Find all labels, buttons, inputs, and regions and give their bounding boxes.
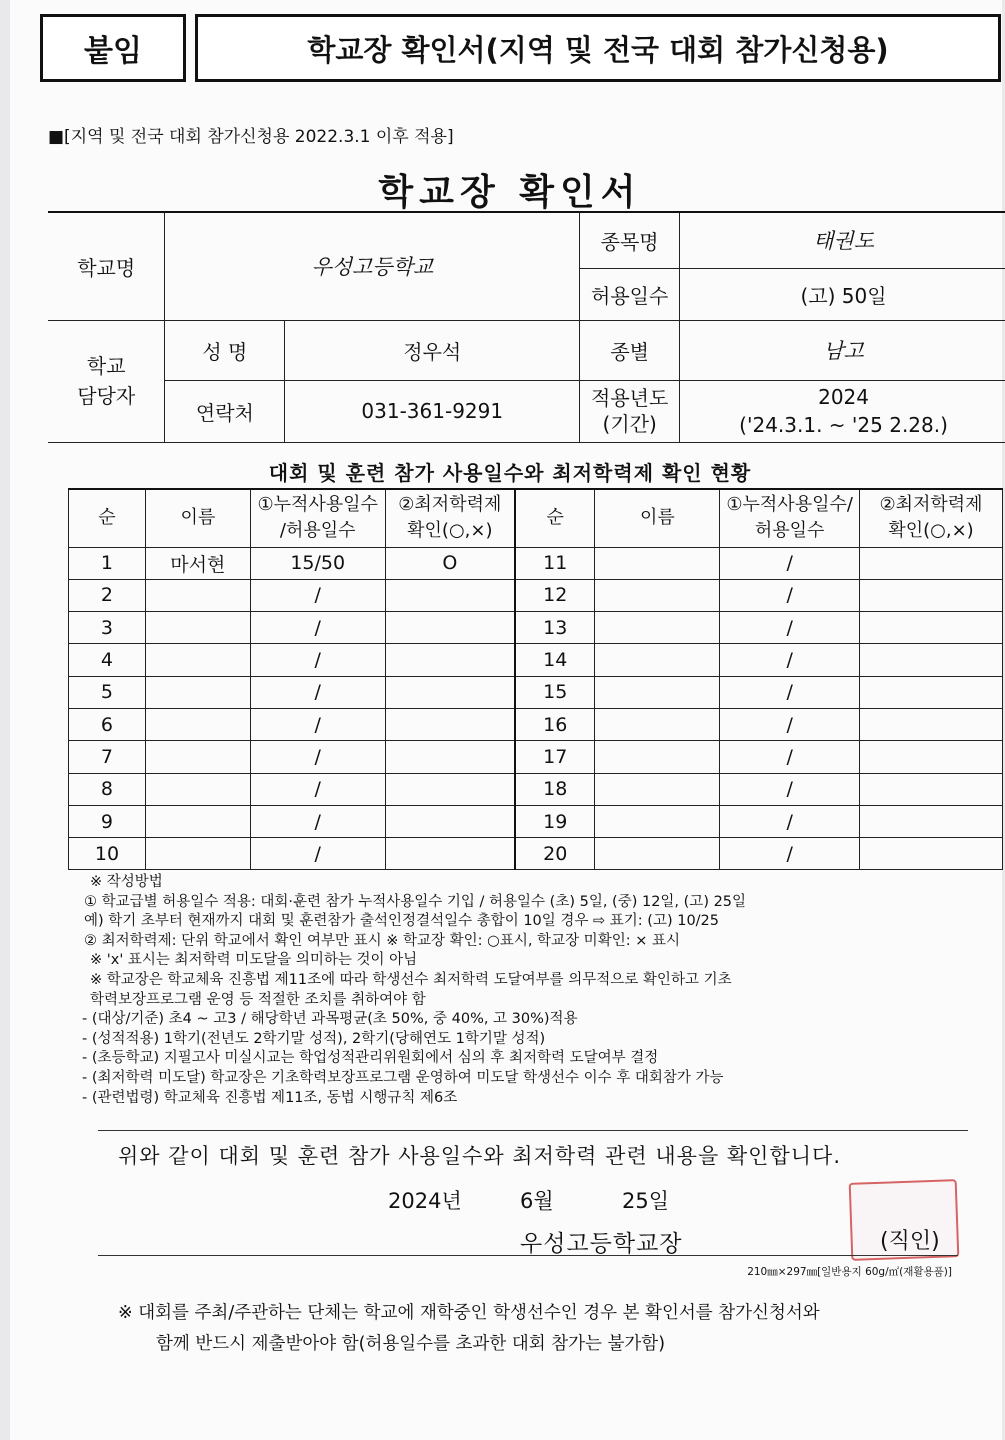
row-name [145, 838, 250, 870]
col-header-name: 이름 [145, 489, 250, 547]
table-row [69, 741, 1003, 773]
row-name [145, 741, 250, 773]
row-name-right [595, 612, 720, 644]
table-row [69, 838, 1003, 870]
row-days-right: / [720, 676, 860, 708]
name-value: 정우석 [285, 320, 580, 380]
notes-line: ※ 'x' 표시는 최저학력 미도달을 의미하는 것이 아님 [90, 952, 418, 969]
row-number-right: 17 [515, 741, 595, 773]
bottom-rule [98, 1255, 958, 1256]
row-check [385, 708, 515, 740]
paper-spec: 210㎜×297㎜[일반용지 60g/㎡(재활용품)] [747, 1266, 952, 1278]
category-value: 남고 [680, 320, 1005, 380]
row-check-right [860, 676, 1003, 708]
row-number: 7 [69, 741, 146, 773]
row-days-right: / [720, 838, 860, 870]
row-number-right: 19 [515, 805, 595, 837]
notes-line: - (성적적용) 1학기(전년도 2학기말 성적), 2학기(당해연도 1학기말 성적) [82, 1030, 546, 1047]
table-row [69, 547, 1003, 579]
allowed-days-value: (고) 50일 [680, 268, 1005, 320]
row-days: / [250, 773, 385, 805]
row-check [385, 644, 515, 676]
row-days: / [250, 708, 385, 740]
year-label: 적용년도 (기간) [580, 380, 680, 442]
col-header-no-right: 순 [515, 489, 595, 547]
divider-line [98, 1130, 968, 1131]
date-year: 2024년 [388, 1189, 462, 1213]
notes-line: 학력보장프로그램 운영 등 적절한 조치를 취하여야 함 [90, 991, 426, 1008]
name-label: 성 명 [165, 320, 285, 380]
row-name [145, 612, 250, 644]
row-number-right: 16 [515, 708, 595, 740]
row-check-right [860, 741, 1003, 773]
row-name-right [595, 773, 720, 805]
manager-label: 학교 담당자 [48, 320, 165, 442]
row-check [385, 741, 515, 773]
seal-label: (직인) [880, 1229, 940, 1254]
row-days-right: / [720, 741, 860, 773]
principal-name: 우성고등학교장 [520, 1231, 683, 1257]
table-row [69, 676, 1003, 708]
row-number-right: 18 [515, 773, 595, 805]
row-number-right: 14 [515, 644, 595, 676]
allowed-days-label: 허용일수 [580, 268, 680, 320]
table-row [69, 805, 1003, 837]
row-number: 5 [69, 676, 146, 708]
confirm-text: 위와 같이 대회 및 훈련 참가 사용일수와 최저학력 관련 내용을 확인합니다. [118, 1144, 842, 1168]
notes-line: - (대상/기준) 초4 ~ 고3 / 해당학년 과목평균(초 50%, 중 40%, 고 30%)적용 [82, 1011, 578, 1028]
document-title: 학교장 확인서 [378, 172, 642, 213]
usage-table [68, 488, 1003, 870]
category-label: 종별 [580, 320, 680, 380]
row-days: / [250, 612, 385, 644]
row-days-right: / [720, 708, 860, 740]
row-number-right: 15 [515, 676, 595, 708]
attachment-tag-label: 붙임 [84, 34, 142, 69]
contact-label: 연락처 [165, 380, 285, 442]
footer-note [118, 1298, 820, 1360]
top-note: ■[지역 및 전국 대회 참가신청용 2022.3.1 이후 적용] [48, 127, 454, 147]
row-check [385, 676, 515, 708]
row-check-right [860, 612, 1003, 644]
table-row [69, 773, 1003, 805]
row-days-right: / [720, 644, 860, 676]
table-row [69, 708, 1003, 740]
col-header-no: 순 [69, 489, 146, 547]
row-days-right: / [720, 579, 860, 611]
row-check: O [385, 547, 515, 579]
row-check-right [860, 547, 1003, 579]
row-number: 8 [69, 773, 146, 805]
row-name: 마서현 [145, 547, 250, 579]
event-label: 종목명 [580, 212, 680, 268]
row-check-right [860, 579, 1003, 611]
row-name-right [595, 708, 720, 740]
school-name-label: 학교명 [48, 212, 165, 320]
row-days: / [250, 644, 385, 676]
period-value: ('24.3.1. ~ '25 2.28.) [739, 413, 948, 437]
notes-line: ① 학교급별 허용일수 적용: 대회·훈련 참가 누적사용일수 기입 / 허용일수 (초) 5일, (중) 12일, (고) 25일 [84, 893, 747, 910]
row-days: 15/50 [250, 547, 385, 579]
row-check-right [860, 708, 1003, 740]
row-days: / [250, 676, 385, 708]
row-number: 3 [69, 612, 146, 644]
row-name [145, 708, 250, 740]
date-month: 6월 [520, 1189, 554, 1213]
row-number: 4 [69, 644, 146, 676]
row-name [145, 579, 250, 611]
document-page [10, 0, 1002, 1440]
row-number: 9 [69, 805, 146, 837]
notes-line: ※ 작성방법 [90, 874, 163, 890]
table-row [69, 612, 1003, 644]
row-name [145, 644, 250, 676]
row-check-right [860, 773, 1003, 805]
row-days: / [250, 741, 385, 773]
col-header-check: ②최저학력제 확인(○,×) [385, 489, 515, 547]
school-name-value: 우성고등학교 [165, 212, 580, 320]
row-check [385, 805, 515, 837]
footer-note-line: ※ 대회를 주최/주관하는 단체는 학교에 재학중인 학생선수인 경우 본 확인서를 참가신청서와 [118, 1303, 820, 1323]
row-days-right: / [720, 773, 860, 805]
row-number: 2 [69, 579, 146, 611]
row-number-right: 20 [515, 838, 595, 870]
row-name-right [595, 579, 720, 611]
row-name [145, 676, 250, 708]
table-row [69, 644, 1003, 676]
notes-line: ※ 학교장은 학교체육 진흥법 제11조에 따라 학생선수 최저학력 도달여부를 의무적으로 확인하고 기초 [90, 971, 732, 988]
header-title-box [195, 14, 1001, 82]
row-number: 1 [69, 547, 146, 579]
row-name-right [595, 676, 720, 708]
row-name-right [595, 741, 720, 773]
row-days-right: / [720, 805, 860, 837]
info-table [48, 211, 1005, 443]
row-check-right [860, 805, 1003, 837]
row-check [385, 612, 515, 644]
row-name [145, 773, 250, 805]
contact-value: 031-361-9291 [285, 380, 580, 442]
notes-line: - (최저학력 미도달) 학교장은 기초학력보장프로그램 운영하여 미도달 학생선수 이수 후 대회참가 가능 [82, 1069, 724, 1086]
year-cell [680, 380, 1005, 442]
attachment-tag [40, 14, 186, 82]
row-number: 6 [69, 708, 146, 740]
notes-line: 예) 학기 초부터 현재까지 대회 및 훈련참가 출석인정결석일수 총합이 10일 경우 ⇨ 표기: (고) 10/25 [84, 913, 720, 930]
notes-block [82, 873, 747, 1108]
row-number-right: 11 [515, 547, 595, 579]
row-check-right [860, 838, 1003, 870]
row-number-right: 13 [515, 612, 595, 644]
notes-line: - (초등학교) 지필고사 미실시교는 학업성적관리위원회에서 심의 후 최저학력 도달여부 결정 [82, 1050, 659, 1067]
row-name-right [595, 805, 720, 837]
footer-note-line: 함께 반드시 제출받아야 함(허용일수를 초과한 대회 참가는 불가함) [156, 1334, 666, 1354]
row-name-right [595, 838, 720, 870]
date-day: 25일 [622, 1189, 670, 1213]
header-title: 학교장 확인서(지역 및 전국 대회 참가신청용) [307, 32, 889, 67]
row-days-right: / [720, 612, 860, 644]
row-check-right [860, 644, 1003, 676]
col-header-check-right: ②최저학력제 확인(○,×) [860, 489, 1003, 547]
event-value: 태권도 [680, 212, 1005, 268]
year-value: 2024 [818, 385, 869, 409]
notes-line: - (관련법령) 학교체육 진흥법 제11조, 동법 시행규칙 제6조 [82, 1089, 458, 1106]
row-number-right: 12 [515, 579, 595, 611]
row-days: / [250, 579, 385, 611]
row-days-right: / [720, 547, 860, 579]
row-days: / [250, 805, 385, 837]
row-check [385, 579, 515, 611]
col-header-name-right: 이름 [595, 489, 720, 547]
row-check [385, 838, 515, 870]
section-title: 대회 및 훈련 참가 사용일수와 최저학력제 확인 현황 [268, 461, 752, 485]
table-row [69, 579, 1003, 611]
row-days: / [250, 838, 385, 870]
col-header-days-right: ①누적사용일수/ 허용일수 [720, 489, 860, 547]
row-number: 10 [69, 838, 146, 870]
row-name [145, 805, 250, 837]
row-check [385, 773, 515, 805]
row-name-right [595, 547, 720, 579]
col-header-days: ①누적사용일수 /허용일수 [250, 489, 385, 547]
notes-line: ② 최저학력제: 단위 학교에서 확인 여부만 표시 ※ 학교장 확인: ○표시, 학교장 미확인: × 표시 [84, 932, 680, 949]
row-name-right [595, 644, 720, 676]
